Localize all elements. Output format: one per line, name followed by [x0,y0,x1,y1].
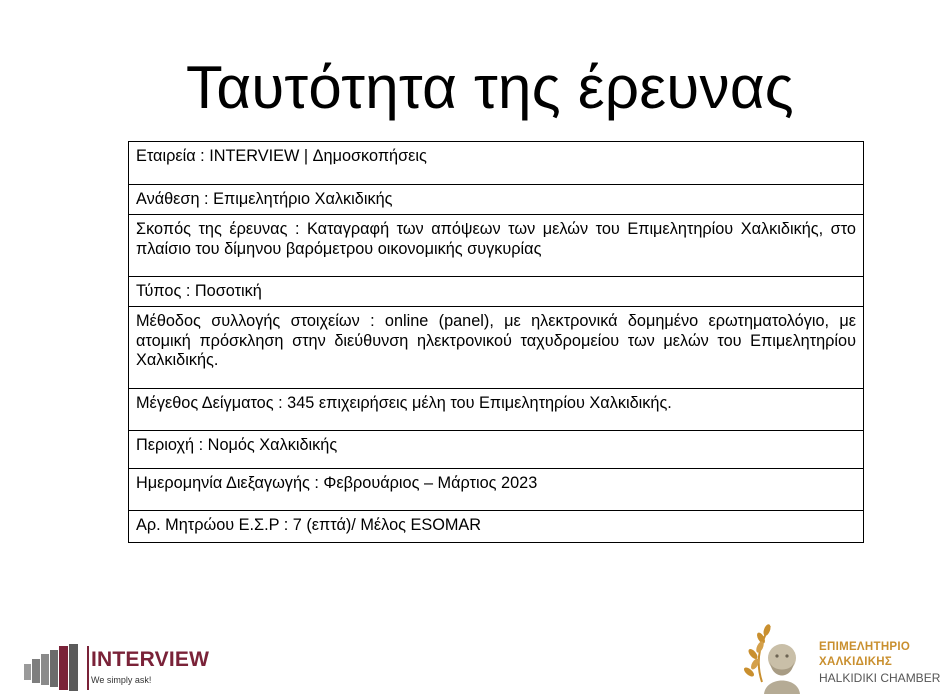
brand-name: INTERVIEW [91,648,210,671]
halkidiki-chamber-logo [740,618,950,696]
chamber-name-line1: ΕΠΙΜΕΛΗΤΗΡΙΟ [819,641,911,653]
brand-tagline: We simply ask! [91,675,152,685]
row-sample-size: Μέγεθος Δείγματος : 345 επιχειρήσεις μέλη του Επιμελητηρίου Χαλκιδικής. [129,388,863,430]
row-type: Τύπος : Ποσοτική [129,276,863,306]
survey-identity-table [128,141,864,543]
row-assignment: Ανάθεση : Επιμελητήριο Χαλκιδικής [129,184,863,214]
slide-title: Ταυτότητα της έρευνας [185,54,795,122]
brand-divider [87,646,89,690]
row-area: Περιοχή : Νομός Χαλκιδικής [129,430,863,468]
row-registry: Αρ. Μητρώου Ε.Σ.Ρ : 7 (επτά)/ Μέλος ESOMAR [129,510,863,542]
row-company: Εταιρεία : INTERVIEW | Δημοσκοπήσεις [136,147,427,165]
chamber-name-english: HALKIDIKI CHAMBER [819,671,941,685]
bar-chart-logo-icon [22,642,84,692]
row-purpose: Σκοπός της έρευνας : Καταγραφή των απόψεων των μελών του Επιμελητηρίου Χαλκιδικής, στο πλαίσιο του δίμηνου βαρόμετρου οικονομικής συγκυρίας [129,214,863,276]
aristotle-laurel-emblem-icon [740,618,810,694]
row-date: Ημερομηνία Διεξαγωγής : Φεβρουάριος – Μάρτιος 2023 [129,468,863,510]
interview-logo [22,642,242,692]
row-method: Μέθοδος συλλογής στοιχείων : online (panel), με ηλεκτρονικά δομημένο ερωτηματολόγιο, με ατομική πρόσκληση στην διεύθυνση ηλεκτρονικού ταχυδρομείου των μελών του Επιμελητηρίου Χαλκιδικής. [129,306,863,388]
chamber-name-line2: ΧΑΛΚΙΔΙΚΗΣ [819,656,893,668]
